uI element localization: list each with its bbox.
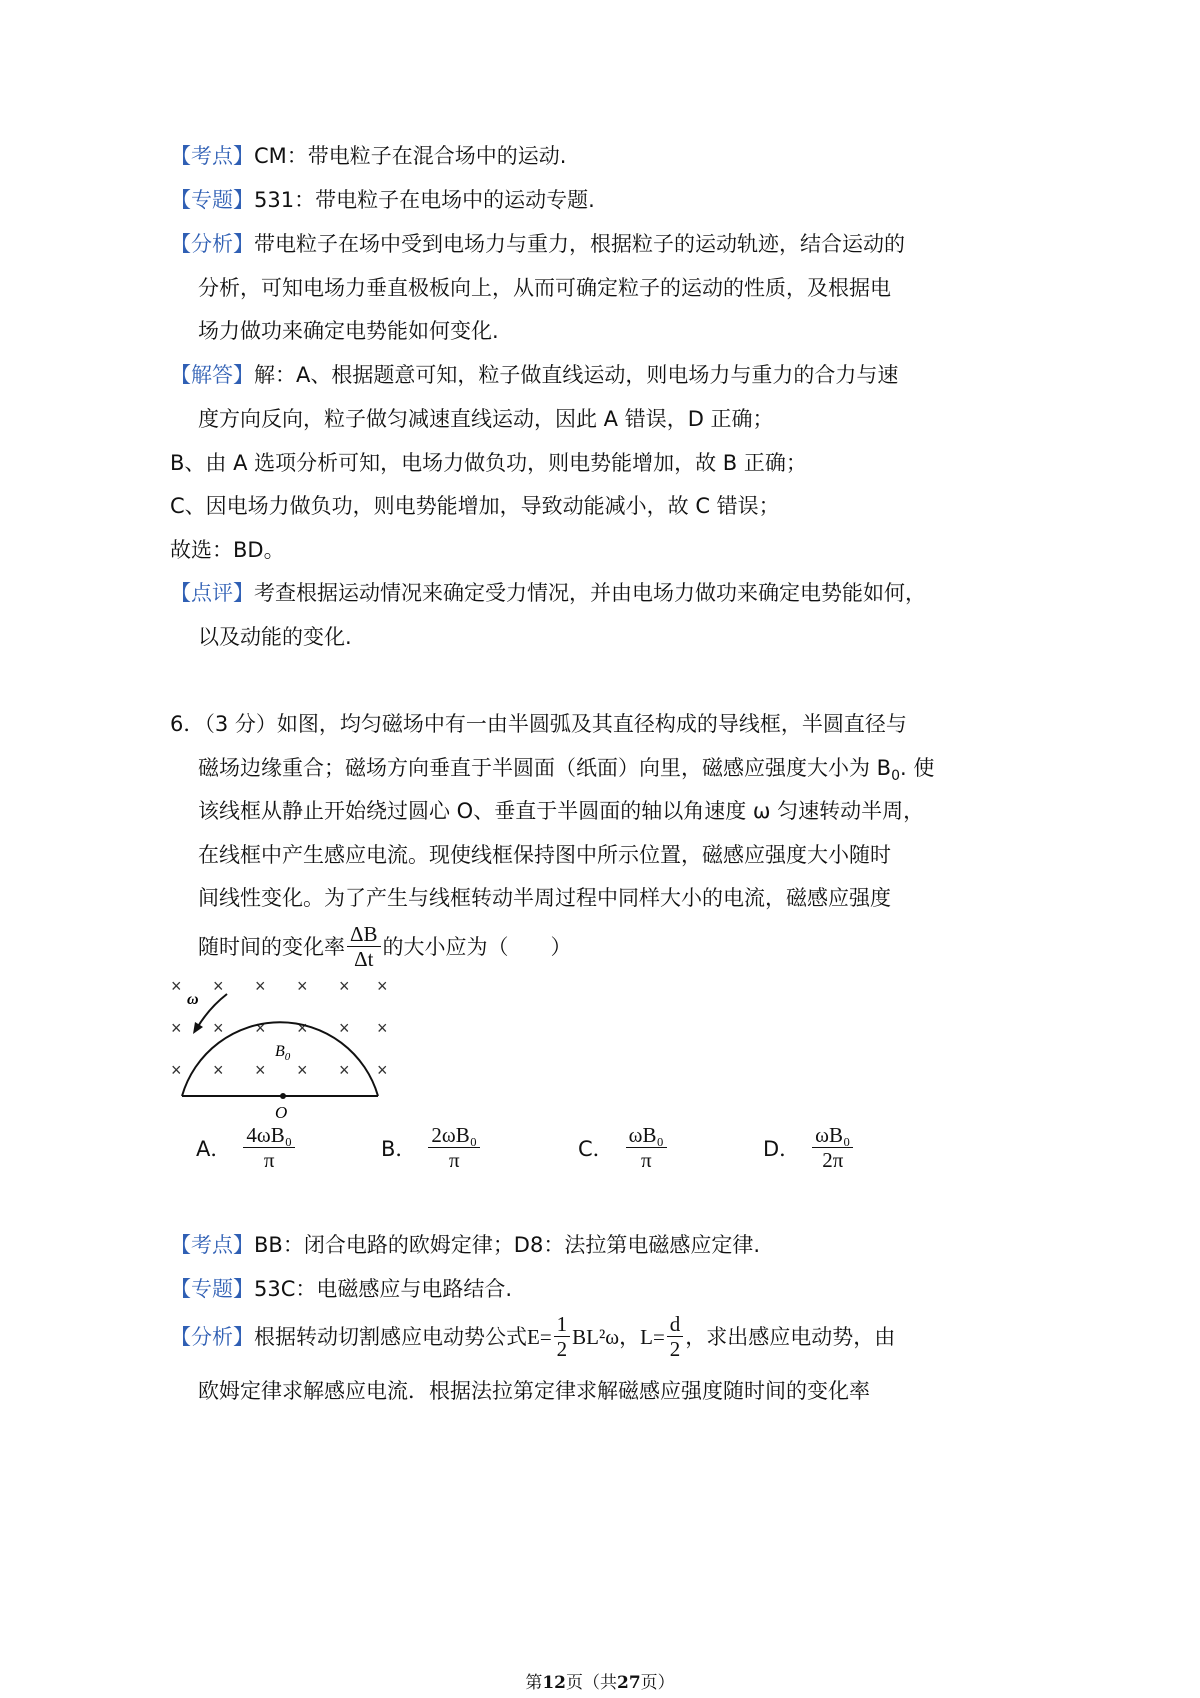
choice-a-fraction <box>243 1123 295 1172</box>
choice-c[interactable] <box>578 1123 669 1172</box>
q6-fenxi-line-2: 欧姆定律求解感应电流．根据法拉第定律求解磁感应强度随时间的变化率 <box>198 1379 870 1403</box>
q6-fenxi-tail: ，求出感应电动势，由 <box>685 1324 896 1349</box>
arrow-head <box>193 1022 203 1034</box>
field-cross: × <box>297 1060 308 1080</box>
q6-line-2-text: 磁场边缘重合；磁场方向垂直于半圆面（纸面）向里，磁感应强度大小为 B <box>198 756 892 780</box>
dianping-line-1: 考查根据运动情况来确定受力情况，并由电场力做功来确定电势能如何， <box>254 581 926 605</box>
choice-a[interactable] <box>196 1123 297 1172</box>
choice-b-numerator: 2ωB₀ <box>428 1123 480 1148</box>
dianping-row <box>170 578 926 608</box>
q6-zhuanti-tag: 【专题】 <box>170 1277 254 1301</box>
rate-numerator: ΔB <box>347 922 381 947</box>
emf-formula-rhs: BL²ω <box>572 1324 620 1349</box>
page-footer <box>0 1668 1200 1693</box>
footer-total-pages: 27 <box>617 1673 641 1693</box>
choice-c-denominator: π <box>640 1148 652 1172</box>
field-crosses <box>171 976 388 1080</box>
q6-line-2-tail: . 使 <box>900 756 935 780</box>
field-cross: × <box>339 1060 350 1080</box>
fenxi-line-1: 带电粒子在场中受到电场力与重力，根据粒子的运动轨迹，结合运动的 <box>254 232 905 256</box>
q6-zhuanti-text: 53C：电磁感应与电路结合. <box>254 1277 513 1301</box>
field-cross: × <box>171 976 182 996</box>
jieda-line-4: C、因电场力做负功，则电势能增加，导致动能减小，故 C 错误； <box>170 494 780 518</box>
choice-b-denominator: π <box>448 1148 460 1172</box>
magnetic-field-figure <box>165 972 395 1122</box>
field-cross: × <box>213 976 224 996</box>
field-cross: × <box>213 1060 224 1080</box>
q6-line-5: 间线性变化。为了产生与线框转动半周过程中同样大小的电流，磁感应强度 <box>198 886 891 910</box>
fenxi-tag: 【分析】 <box>170 232 254 256</box>
field-cross: × <box>377 976 388 996</box>
jieda-row <box>170 360 898 390</box>
q6-fenxi-tag: 【分析】 <box>170 1324 254 1349</box>
emf-formula-denominator: 2 <box>556 1337 568 1361</box>
field-cross: × <box>171 1060 182 1080</box>
q6-line-2 <box>198 753 934 791</box>
jieda-tag: 【解答】 <box>170 363 254 387</box>
q6-line-6-tail: 的大小应为（ ） <box>382 934 572 959</box>
choice-d-numerator: ωB₀ <box>812 1123 853 1148</box>
field-cross: × <box>377 1018 388 1038</box>
choice-d[interactable] <box>763 1123 855 1172</box>
field-cross: × <box>339 976 350 996</box>
length-formula-denominator: 2 <box>669 1337 681 1361</box>
choice-b-letter: B． <box>381 1136 417 1161</box>
field-cross: × <box>297 1018 308 1038</box>
zhuanti-tag: 【专题】 <box>170 188 254 212</box>
choice-c-letter: C． <box>578 1136 614 1161</box>
fenxi-line-2: 分析，可知电场力垂直极板向上，从而可确定粒子的运动的性质，及根据电 <box>198 276 891 300</box>
choice-d-denominator: 2π <box>822 1148 844 1172</box>
field-cross: × <box>213 1018 224 1038</box>
center-point <box>280 1093 286 1099</box>
b0-label: $B_0$ <box>275 1043 291 1063</box>
q6-kaodian-tag: 【考点】 <box>170 1233 254 1257</box>
jieda-line-1: 解：A、根据题意可知，粒子做直线运动，则电场力与重力的合力与速 <box>254 363 899 387</box>
q6-line-3: 该线框从静止开始绕过圆心 O、垂直于半圆面的轴以角速度 ω 匀速转动半周， <box>198 799 925 823</box>
choice-d-letter: D． <box>763 1136 801 1161</box>
choice-c-numerator: ωB₀ <box>626 1123 667 1148</box>
jieda-line-5: 故选：BD。 <box>170 538 285 562</box>
field-cross: × <box>255 1018 266 1038</box>
field-cross: × <box>377 1060 388 1080</box>
rate-fraction <box>347 922 381 971</box>
emf-formula-lhs: E= <box>527 1324 552 1349</box>
q6-line-6-text: 随时间的变化率 <box>198 934 345 959</box>
q6-fenxi-text: 根据转动切割感应电动势公式 <box>254 1324 527 1349</box>
rate-denominator: Δt <box>354 947 374 971</box>
q6-kaodian-row <box>170 1230 760 1260</box>
kaodian-tag: 【考点】 <box>170 144 254 168</box>
field-cross: × <box>339 1018 350 1038</box>
kaodian-text: CM：带电粒子在混合场中的运动. <box>254 144 567 168</box>
choice-a-numerator: 4ωB₀ <box>243 1123 295 1148</box>
dianping-tag: 【点评】 <box>170 581 254 605</box>
emf-formula-fraction <box>554 1312 571 1361</box>
footer-suffix: 页） <box>640 1673 675 1693</box>
omega-label: ω <box>187 991 199 1008</box>
choice-c-fraction <box>626 1123 667 1172</box>
q6-b0-subscript: 0 <box>891 768 901 785</box>
q6-zhuanti-row <box>170 1274 512 1304</box>
footer-page-number: 12 <box>542 1673 566 1693</box>
jieda-line-3: B、由 A 选项分析可知，电场力做负功，则电势能增加，故 B 正确； <box>170 451 807 475</box>
choice-a-denominator: π <box>263 1148 275 1172</box>
zhuanti-text: 531：带电粒子在电场中的运动专题. <box>254 188 595 212</box>
choice-b-fraction <box>428 1123 480 1172</box>
kaodian-row <box>170 141 566 171</box>
length-formula-numerator: d <box>667 1312 684 1337</box>
choice-b[interactable] <box>381 1123 482 1172</box>
field-cross: × <box>255 1060 266 1080</box>
emf-formula-numerator: 1 <box>554 1312 571 1337</box>
jieda-line-2: 度方向反向，粒子做匀减速直线运动，因此 A 错误，D 正确； <box>198 407 774 431</box>
fenxi-line-3: 场力做功来确定电势能如何变化. <box>198 319 499 343</box>
q6-kaodian-text: BB：闭合电路的欧姆定律；D8：法拉第电磁感应定律. <box>254 1233 761 1257</box>
q6-fenxi-comma: ， <box>619 1324 641 1349</box>
field-cross: × <box>171 1018 182 1038</box>
choice-d-fraction <box>812 1123 853 1172</box>
q6-line-4: 在线框中产生感应电流。现使线框保持图中所示位置，磁感应强度大小随时 <box>198 843 891 867</box>
q6-fenxi-row <box>170 1312 895 1361</box>
choice-a-letter: A． <box>196 1136 232 1161</box>
o-label: O <box>275 1103 288 1122</box>
length-formula-fraction <box>667 1312 684 1361</box>
q6-line-1: 6．（3 分）如图，均匀磁场中有一由半圆弧及其直径构成的导线框，半圆直径与 <box>170 712 907 736</box>
field-cross: × <box>255 976 266 996</box>
footer-prefix: 第 <box>525 1673 543 1693</box>
zhuanti-row <box>170 185 595 215</box>
footer-middle: 页（共 <box>566 1673 617 1693</box>
fenxi-row <box>170 229 905 259</box>
field-cross: × <box>297 976 308 996</box>
dianping-line-2: 以及动能的变化. <box>198 625 352 649</box>
length-formula-lhs: L= <box>640 1324 665 1349</box>
q6-line-6 <box>198 922 572 971</box>
